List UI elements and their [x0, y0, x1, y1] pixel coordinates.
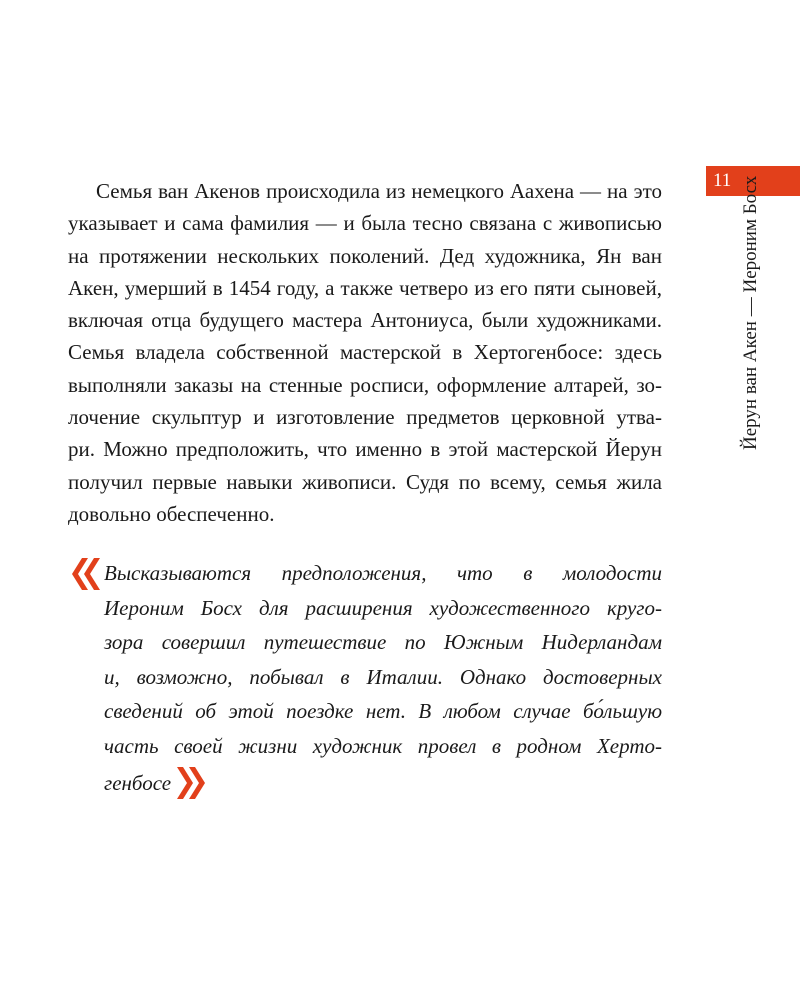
body-line: ри. Можно предположить, что именно в этой мастерской Йерун	[68, 437, 662, 462]
quote-line: часть своей жизни художник провел в родном Херто-	[104, 733, 662, 758]
body-line: на протяжении нескольких поколений. Дед художника, Ян ван	[68, 243, 662, 268]
quote-line: зора совершил путешествие по Южным Нидерландам	[104, 630, 662, 654]
right-guillemet-icon	[175, 763, 209, 803]
body-line: довольно обеспеченно.	[68, 501, 275, 526]
quote-last-wrap	[104, 763, 209, 803]
quote-line: Высказываются предположения, что в молодости	[104, 561, 662, 585]
body-line: указывает и сама фамилия — и была тесно связана с живописью	[68, 211, 662, 236]
quote-line: сведений об этой поездке нет. В любом случае бо́льшую	[104, 699, 662, 723]
body-line: Семья владела собственной мастерской в Хертогенбосе: здесь	[68, 340, 662, 365]
running-head-text: Йерун ван Акен — Иероним Босх	[740, 175, 761, 450]
quote-line-last	[104, 763, 662, 798]
pullquote-text	[104, 556, 662, 798]
body-line: лочение скульптур и изготовление предметов церковной утва-	[68, 405, 662, 430]
left-guillemet-icon	[68, 552, 102, 596]
body-line: получил первые навыки живописи. Судя по всему, семья жила	[68, 469, 662, 494]
body-line: Семья ван Акенов происходила из немецкого Аахена — на это	[96, 179, 662, 203]
body-line: Акен, умерший в 1454 году, а также четверо из его пяти сыновей,	[68, 275, 662, 300]
quote-line: Иероним Босх для расширения художественного круго-	[104, 595, 662, 620]
quote-last-text: генбосе	[104, 770, 172, 795]
page-number: 11	[713, 170, 732, 191]
body-line: включая отца будущего мастера Антониуса, были художниками.	[68, 308, 662, 333]
quote-line: и, возможно, побывал в Италии. Однако достоверных	[104, 664, 662, 689]
body-paragraph	[68, 175, 662, 530]
body-line: выполняли заказы на стенные росписи, оформление алтарей, зо-	[68, 372, 662, 397]
